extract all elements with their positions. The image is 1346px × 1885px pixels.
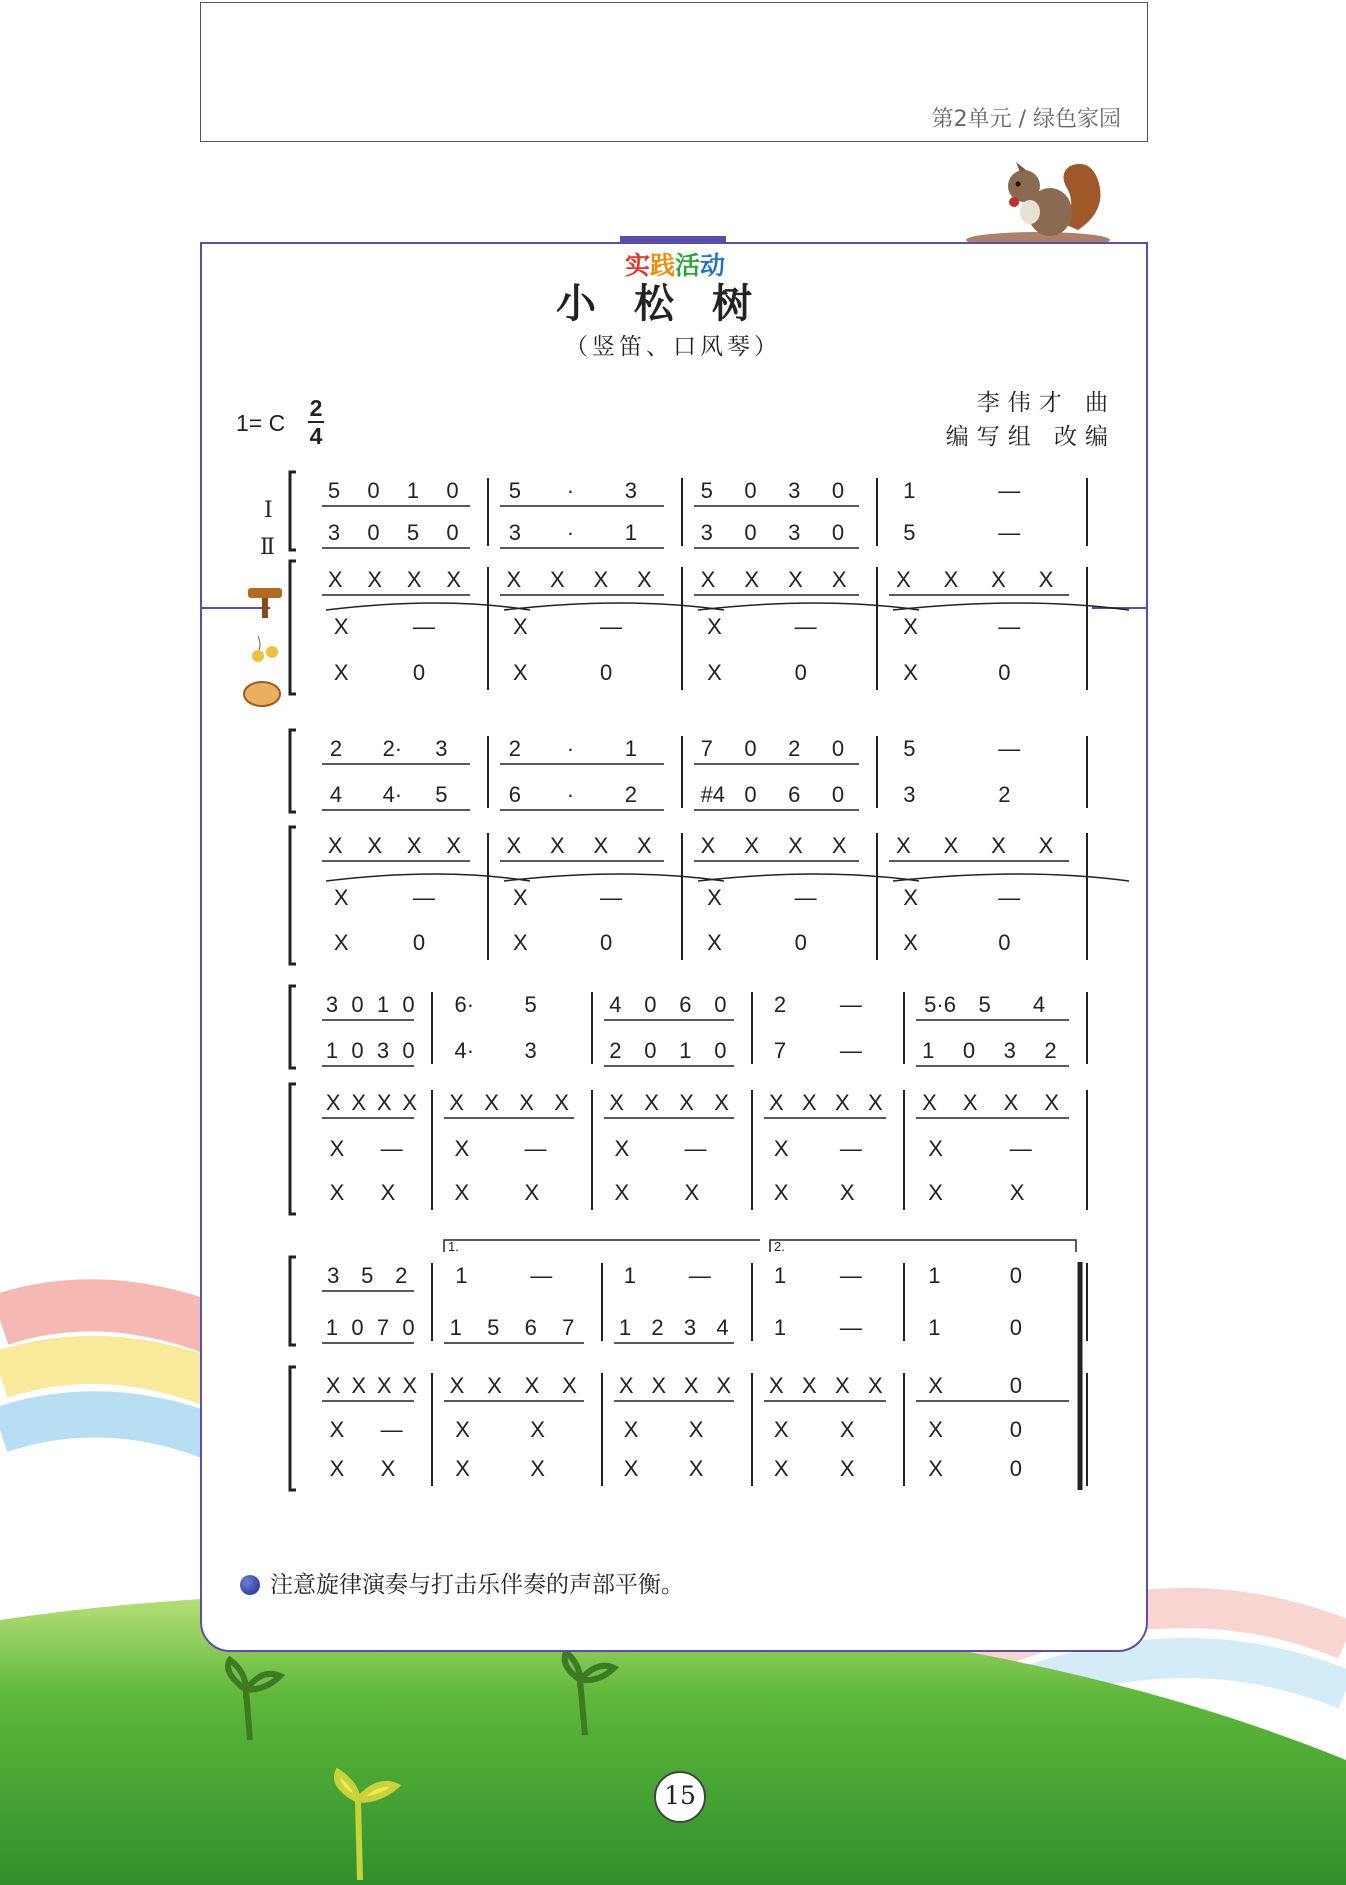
percussion-note: X bbox=[449, 1090, 464, 1115]
note: 3 bbox=[376, 1038, 390, 1063]
percussion-bracket bbox=[290, 561, 296, 694]
percussion-note: X bbox=[593, 833, 609, 858]
tie-arc bbox=[326, 603, 530, 610]
note: 0 bbox=[446, 520, 459, 545]
percussion-note: X bbox=[351, 1090, 367, 1115]
percussion-note: X bbox=[454, 1136, 470, 1161]
note: 0 bbox=[831, 520, 845, 545]
percussion-note: X bbox=[922, 1090, 937, 1115]
percussion-note: 0 bbox=[998, 660, 1011, 685]
note: 1 bbox=[903, 478, 916, 503]
percussion-note: X bbox=[530, 1417, 545, 1442]
percussion-note: X bbox=[707, 885, 722, 910]
note: 0 bbox=[714, 992, 727, 1017]
percussion-note: X bbox=[623, 1417, 639, 1442]
percussion-note: X bbox=[679, 1090, 694, 1115]
note: 4 bbox=[716, 1315, 729, 1340]
note: 0 bbox=[1009, 1263, 1022, 1288]
percussion-note: — bbox=[794, 885, 817, 910]
note: 6 bbox=[679, 992, 692, 1017]
note: 0 bbox=[446, 478, 459, 503]
percussion-note: X bbox=[903, 660, 918, 685]
note: 1 bbox=[928, 1315, 941, 1340]
badge-char: 活 bbox=[675, 251, 701, 280]
percussion-note: 0 bbox=[1009, 1373, 1022, 1398]
score-system bbox=[290, 730, 1129, 964]
percussion-note: — bbox=[380, 1136, 403, 1161]
note: 2 bbox=[329, 736, 343, 761]
percussion-note: X bbox=[446, 567, 462, 592]
note: 2 bbox=[651, 1315, 664, 1340]
note: #4 bbox=[700, 782, 726, 807]
percussion-note: 0 bbox=[998, 930, 1011, 955]
percussion-note: X bbox=[550, 567, 565, 592]
score-system bbox=[290, 986, 1087, 1214]
percussion-note: X bbox=[524, 1180, 540, 1205]
ending-bracket-1 bbox=[444, 1240, 760, 1252]
badge-char: 动 bbox=[700, 251, 726, 280]
note: — bbox=[839, 992, 862, 1017]
percussion-note: X bbox=[903, 885, 918, 910]
percussion-bracket bbox=[290, 1084, 296, 1214]
percussion-note: X bbox=[380, 1180, 396, 1205]
note: 4 bbox=[329, 782, 343, 807]
bells-icon bbox=[252, 636, 278, 662]
percussion-note: X bbox=[1038, 833, 1054, 858]
note: 4· bbox=[382, 782, 403, 807]
percussion-note: X bbox=[637, 833, 652, 858]
note: 1 bbox=[406, 478, 420, 503]
percussion-note: X bbox=[1009, 1180, 1025, 1205]
percussion-note: X bbox=[329, 1417, 345, 1442]
percussion-note: X bbox=[333, 660, 349, 685]
wood-block-icon bbox=[248, 588, 282, 618]
note: 6 bbox=[524, 1315, 537, 1340]
note: 1 bbox=[624, 520, 637, 545]
note: 7 bbox=[562, 1315, 575, 1340]
percussion-note: X bbox=[351, 1373, 367, 1398]
percussion-note: X bbox=[867, 1373, 883, 1398]
percussion-note: X bbox=[928, 1373, 943, 1398]
note: 7 bbox=[773, 1038, 787, 1063]
note: 5 bbox=[406, 520, 420, 545]
note: · bbox=[566, 478, 575, 503]
note: 2 bbox=[773, 992, 787, 1017]
percussion-note: 0 bbox=[1009, 1417, 1022, 1442]
percussion-note: X bbox=[380, 1456, 396, 1481]
percussion-note: X bbox=[513, 885, 528, 910]
practice-note bbox=[240, 1566, 684, 1599]
percussion-note: X bbox=[614, 1136, 630, 1161]
percussion-note: X bbox=[768, 1373, 784, 1398]
percussion-note: X bbox=[707, 614, 722, 639]
percussion-note: X bbox=[943, 833, 959, 858]
note: 0 bbox=[831, 782, 845, 807]
note: 1 bbox=[618, 1315, 632, 1340]
percussion-note: X bbox=[773, 1136, 789, 1161]
percussion-note: X bbox=[896, 833, 911, 858]
note: 0 bbox=[402, 992, 415, 1017]
note: — bbox=[998, 478, 1021, 503]
note: 1 bbox=[376, 992, 390, 1017]
note: · bbox=[566, 520, 575, 545]
note: 0 bbox=[644, 1038, 657, 1063]
note: 5·6 bbox=[924, 992, 956, 1017]
note: 0 bbox=[402, 1038, 415, 1063]
note: 0 bbox=[402, 1315, 415, 1340]
note: 4 bbox=[1032, 992, 1046, 1017]
voice-bracket bbox=[290, 1257, 296, 1345]
note: 2 bbox=[788, 736, 801, 761]
note: · bbox=[566, 736, 575, 761]
score-system bbox=[290, 472, 1129, 694]
percussion-note: X bbox=[367, 833, 383, 858]
note: 3 bbox=[903, 782, 916, 807]
percussion-note: X bbox=[637, 567, 652, 592]
percussion-note: X bbox=[651, 1373, 667, 1398]
percussion-note: X bbox=[329, 1456, 345, 1481]
time-signature-bottom: 4 bbox=[309, 423, 323, 449]
ending-label-2: 2. bbox=[774, 1239, 785, 1254]
percussion-note: X bbox=[402, 1373, 418, 1398]
percussion-note: X bbox=[327, 567, 343, 592]
note: 5 bbox=[903, 736, 916, 761]
note: 0 bbox=[744, 736, 757, 761]
note: — bbox=[998, 520, 1021, 545]
percussion-note: X bbox=[376, 1373, 392, 1398]
percussion-note: X bbox=[376, 1090, 392, 1115]
percussion-note: X bbox=[562, 1373, 577, 1398]
percussion-note: X bbox=[519, 1090, 534, 1115]
note: 4 bbox=[609, 992, 622, 1017]
percussion-note: 0 bbox=[412, 930, 426, 955]
percussion-note: X bbox=[454, 1180, 470, 1205]
percussion-note: — bbox=[524, 1136, 547, 1161]
note: 2 bbox=[998, 782, 1011, 807]
percussion-note: — bbox=[839, 1136, 862, 1161]
note: 5 bbox=[524, 992, 537, 1017]
tie-arc bbox=[698, 874, 919, 881]
percussion-note: X bbox=[614, 1180, 630, 1205]
time-signature-top: 2 bbox=[309, 395, 323, 421]
percussion-note: X bbox=[928, 1136, 943, 1161]
percussion-note: X bbox=[530, 1456, 545, 1481]
note: 2 bbox=[609, 1038, 622, 1063]
percussion-note: X bbox=[773, 1417, 789, 1442]
percussion-note: X bbox=[903, 930, 918, 955]
note: 0 bbox=[367, 520, 380, 545]
composer-credit: 李伟才 曲 bbox=[976, 390, 1116, 416]
percussion-note: X bbox=[928, 1456, 943, 1481]
percussion-note: X bbox=[618, 1373, 634, 1398]
note: 1 bbox=[679, 1038, 692, 1063]
percussion-note: X bbox=[688, 1456, 704, 1481]
note: 3 bbox=[1003, 1038, 1016, 1063]
percussion-note: X bbox=[1003, 1090, 1019, 1115]
note: 0 bbox=[744, 782, 757, 807]
note: 4· bbox=[454, 1038, 475, 1063]
note: 1 bbox=[773, 1263, 787, 1288]
note: 0 bbox=[1009, 1315, 1022, 1340]
percussion-note: X bbox=[333, 614, 349, 639]
percussion-note: X bbox=[327, 833, 343, 858]
note: 0 bbox=[367, 478, 380, 503]
note: 0 bbox=[351, 1315, 364, 1340]
ending-label-1: 1. bbox=[448, 1239, 459, 1254]
percussion-note: X bbox=[773, 1180, 789, 1205]
note: 0 bbox=[831, 478, 845, 503]
voice2-label: Ⅱ bbox=[260, 535, 275, 560]
percussion-note: X bbox=[524, 1373, 540, 1398]
note: 7 bbox=[376, 1315, 390, 1340]
note: 0 bbox=[644, 992, 657, 1017]
note: 1 bbox=[449, 1315, 462, 1340]
note: 5 bbox=[700, 478, 713, 503]
key-signature: 1= C bbox=[236, 410, 286, 436]
percussion-note: X bbox=[550, 833, 565, 858]
percussion-note: X bbox=[714, 1090, 729, 1115]
note: 0 bbox=[831, 736, 845, 761]
tie-arc bbox=[326, 874, 530, 881]
percussion-note: X bbox=[744, 833, 759, 858]
note: — bbox=[688, 1263, 711, 1288]
percussion-note: X bbox=[455, 1417, 470, 1442]
note: — bbox=[839, 1263, 862, 1288]
percussion-note: X bbox=[801, 1373, 817, 1398]
percussion-note: X bbox=[801, 1090, 817, 1115]
percussion-note: X bbox=[896, 567, 911, 592]
percussion-note: — bbox=[998, 885, 1021, 910]
percussion-note: — bbox=[412, 885, 435, 910]
percussion-note: X bbox=[683, 1373, 699, 1398]
percussion-note: X bbox=[513, 614, 528, 639]
note: 1 bbox=[455, 1263, 468, 1288]
badge-char: 实 bbox=[624, 251, 650, 280]
ending-bracket-2 bbox=[770, 1240, 1076, 1252]
note: 1 bbox=[773, 1315, 787, 1340]
voice-bracket bbox=[290, 472, 296, 550]
percussion-note: X bbox=[991, 833, 1006, 858]
percussion-note: 0 bbox=[794, 930, 807, 955]
note: 3 bbox=[327, 520, 341, 545]
percussion-note: X bbox=[839, 1456, 855, 1481]
percussion-note: X bbox=[333, 930, 349, 955]
note: 6 bbox=[788, 782, 801, 807]
note: 0 bbox=[351, 1038, 364, 1063]
percussion-note: X bbox=[1038, 567, 1054, 592]
voice-bracket bbox=[290, 730, 296, 812]
badge-char: 践 bbox=[649, 251, 675, 280]
percussion-note: X bbox=[325, 1373, 341, 1398]
note: — bbox=[839, 1315, 862, 1340]
note: 5 bbox=[978, 992, 991, 1017]
note: 3 bbox=[508, 520, 521, 545]
percussion-note: X bbox=[716, 1373, 732, 1398]
note: — bbox=[530, 1263, 553, 1288]
percussion-note: — bbox=[794, 614, 817, 639]
note: 3 bbox=[700, 520, 713, 545]
percussion-note: X bbox=[834, 1090, 850, 1115]
percussion-note: X bbox=[329, 1136, 345, 1161]
note-text: 注意旋律演奏与打击乐伴奏的声部平衡。 bbox=[270, 1572, 684, 1598]
percussion-note: X bbox=[831, 833, 847, 858]
note: · bbox=[566, 782, 575, 807]
percussion-note: X bbox=[788, 567, 803, 592]
percussion-note: X bbox=[839, 1180, 855, 1205]
note: 5 bbox=[487, 1315, 500, 1340]
percussion-note: X bbox=[609, 1090, 624, 1115]
note: 3 bbox=[624, 478, 637, 503]
tie-arc bbox=[504, 603, 724, 610]
percussion-note: 0 bbox=[600, 660, 613, 685]
note: 1 bbox=[325, 1315, 339, 1340]
percussion-note: X bbox=[446, 833, 462, 858]
tie-arc bbox=[504, 874, 724, 881]
page-number: 15 bbox=[654, 1771, 706, 1823]
percussion-note: X bbox=[834, 1373, 850, 1398]
note: 1 bbox=[928, 1263, 941, 1288]
note: 5 bbox=[508, 478, 521, 503]
percussion-note: X bbox=[406, 833, 422, 858]
note: 2· bbox=[382, 736, 403, 761]
percussion-note: X bbox=[644, 1090, 659, 1115]
percussion-note: X bbox=[700, 833, 716, 858]
percussion-note: X bbox=[962, 1090, 978, 1115]
percussion-note: X bbox=[707, 930, 722, 955]
score-system bbox=[290, 1239, 1087, 1490]
percussion-note: X bbox=[513, 660, 528, 685]
percussion-note: — bbox=[380, 1417, 403, 1442]
tie-arc bbox=[698, 603, 919, 610]
percussion-note: X bbox=[684, 1180, 700, 1205]
note: — bbox=[998, 736, 1021, 761]
percussion-note: X bbox=[1044, 1090, 1060, 1115]
percussion-note: X bbox=[623, 1456, 639, 1481]
percussion-note: X bbox=[773, 1456, 789, 1481]
note: 1 bbox=[922, 1038, 935, 1063]
voice1-label: Ⅰ bbox=[264, 498, 273, 523]
percussion-note: 0 bbox=[600, 930, 613, 955]
percussion-note: X bbox=[928, 1417, 943, 1442]
note: 6 bbox=[508, 782, 521, 807]
note: 0 bbox=[714, 1038, 727, 1063]
bullet-icon bbox=[240, 1575, 260, 1595]
percussion-note: X bbox=[513, 930, 528, 955]
note: 7 bbox=[700, 736, 713, 761]
note: 5 bbox=[435, 782, 448, 807]
note: 5 bbox=[327, 478, 341, 503]
percussion-note: X bbox=[487, 1373, 502, 1398]
note: — bbox=[839, 1038, 862, 1063]
percussion-note: X bbox=[506, 833, 522, 858]
percussion-note: X bbox=[839, 1417, 855, 1442]
arranger-credit: 编写组 改编 bbox=[945, 424, 1116, 450]
percussion-note: X bbox=[688, 1417, 704, 1442]
note: 2 bbox=[395, 1263, 408, 1288]
percussion-note: X bbox=[744, 567, 759, 592]
percussion-note: X bbox=[406, 567, 422, 592]
voice-bracket bbox=[290, 986, 296, 1068]
note: 0 bbox=[744, 520, 757, 545]
tambourine-icon bbox=[244, 682, 280, 706]
note: 0 bbox=[744, 478, 757, 503]
percussion-note: X bbox=[449, 1373, 465, 1398]
percussion-note: X bbox=[788, 833, 803, 858]
percussion-note: X bbox=[903, 614, 918, 639]
note: 2 bbox=[624, 782, 637, 807]
percussion-note: — bbox=[600, 885, 623, 910]
note: 3 bbox=[524, 1038, 537, 1063]
note: 2 bbox=[508, 736, 521, 761]
instrument-subtitle: （竖笛、口风琴） bbox=[565, 334, 781, 360]
note: 3 bbox=[435, 736, 448, 761]
percussion-note: X bbox=[455, 1456, 470, 1481]
percussion-note: — bbox=[412, 614, 435, 639]
percussion-note: X bbox=[768, 1090, 784, 1115]
note: 0 bbox=[962, 1038, 976, 1063]
note: 3 bbox=[683, 1315, 697, 1340]
percussion-note: 0 bbox=[794, 660, 807, 685]
unit-label: 第2单元 / 绿色家园 bbox=[931, 107, 1121, 132]
note: 1 bbox=[325, 1038, 339, 1063]
percussion-note: — bbox=[600, 614, 623, 639]
note: 6· bbox=[454, 992, 475, 1017]
percussion-note: X bbox=[943, 567, 959, 592]
percussion-note: X bbox=[554, 1090, 569, 1115]
percussion-note: X bbox=[707, 660, 722, 685]
note: 3 bbox=[325, 992, 339, 1017]
note: 3 bbox=[788, 478, 801, 503]
percussion-note: X bbox=[484, 1090, 499, 1115]
percussion-bracket bbox=[290, 827, 296, 964]
note: 2 bbox=[1044, 1038, 1057, 1063]
note: 5 bbox=[361, 1263, 374, 1288]
note: 1 bbox=[623, 1263, 636, 1288]
percussion-note: X bbox=[700, 567, 716, 592]
tie-arc bbox=[893, 874, 1129, 881]
percussion-note: X bbox=[367, 567, 383, 592]
percussion-note: X bbox=[991, 567, 1006, 592]
percussion-note: X bbox=[329, 1180, 345, 1205]
percussion-note: X bbox=[333, 885, 349, 910]
note: 3 bbox=[327, 1263, 340, 1288]
note: 1 bbox=[624, 736, 637, 761]
percussion-bracket bbox=[290, 1367, 296, 1490]
percussion-note: 0 bbox=[1009, 1456, 1022, 1481]
percussion-note: X bbox=[831, 567, 847, 592]
percussion-note: X bbox=[402, 1090, 418, 1115]
percussion-note: X bbox=[593, 567, 609, 592]
note: 3 bbox=[788, 520, 801, 545]
note: 5 bbox=[903, 520, 916, 545]
percussion-note: — bbox=[998, 614, 1021, 639]
song-title: 小松树 bbox=[556, 280, 790, 327]
note: 0 bbox=[351, 992, 364, 1017]
percussion-note: X bbox=[867, 1090, 883, 1115]
percussion-note: X bbox=[506, 567, 522, 592]
percussion-note: 0 bbox=[412, 660, 426, 685]
percussion-note: — bbox=[1009, 1136, 1032, 1161]
percussion-note: — bbox=[684, 1136, 707, 1161]
percussion-note: X bbox=[325, 1090, 341, 1115]
percussion-note: X bbox=[928, 1180, 943, 1205]
